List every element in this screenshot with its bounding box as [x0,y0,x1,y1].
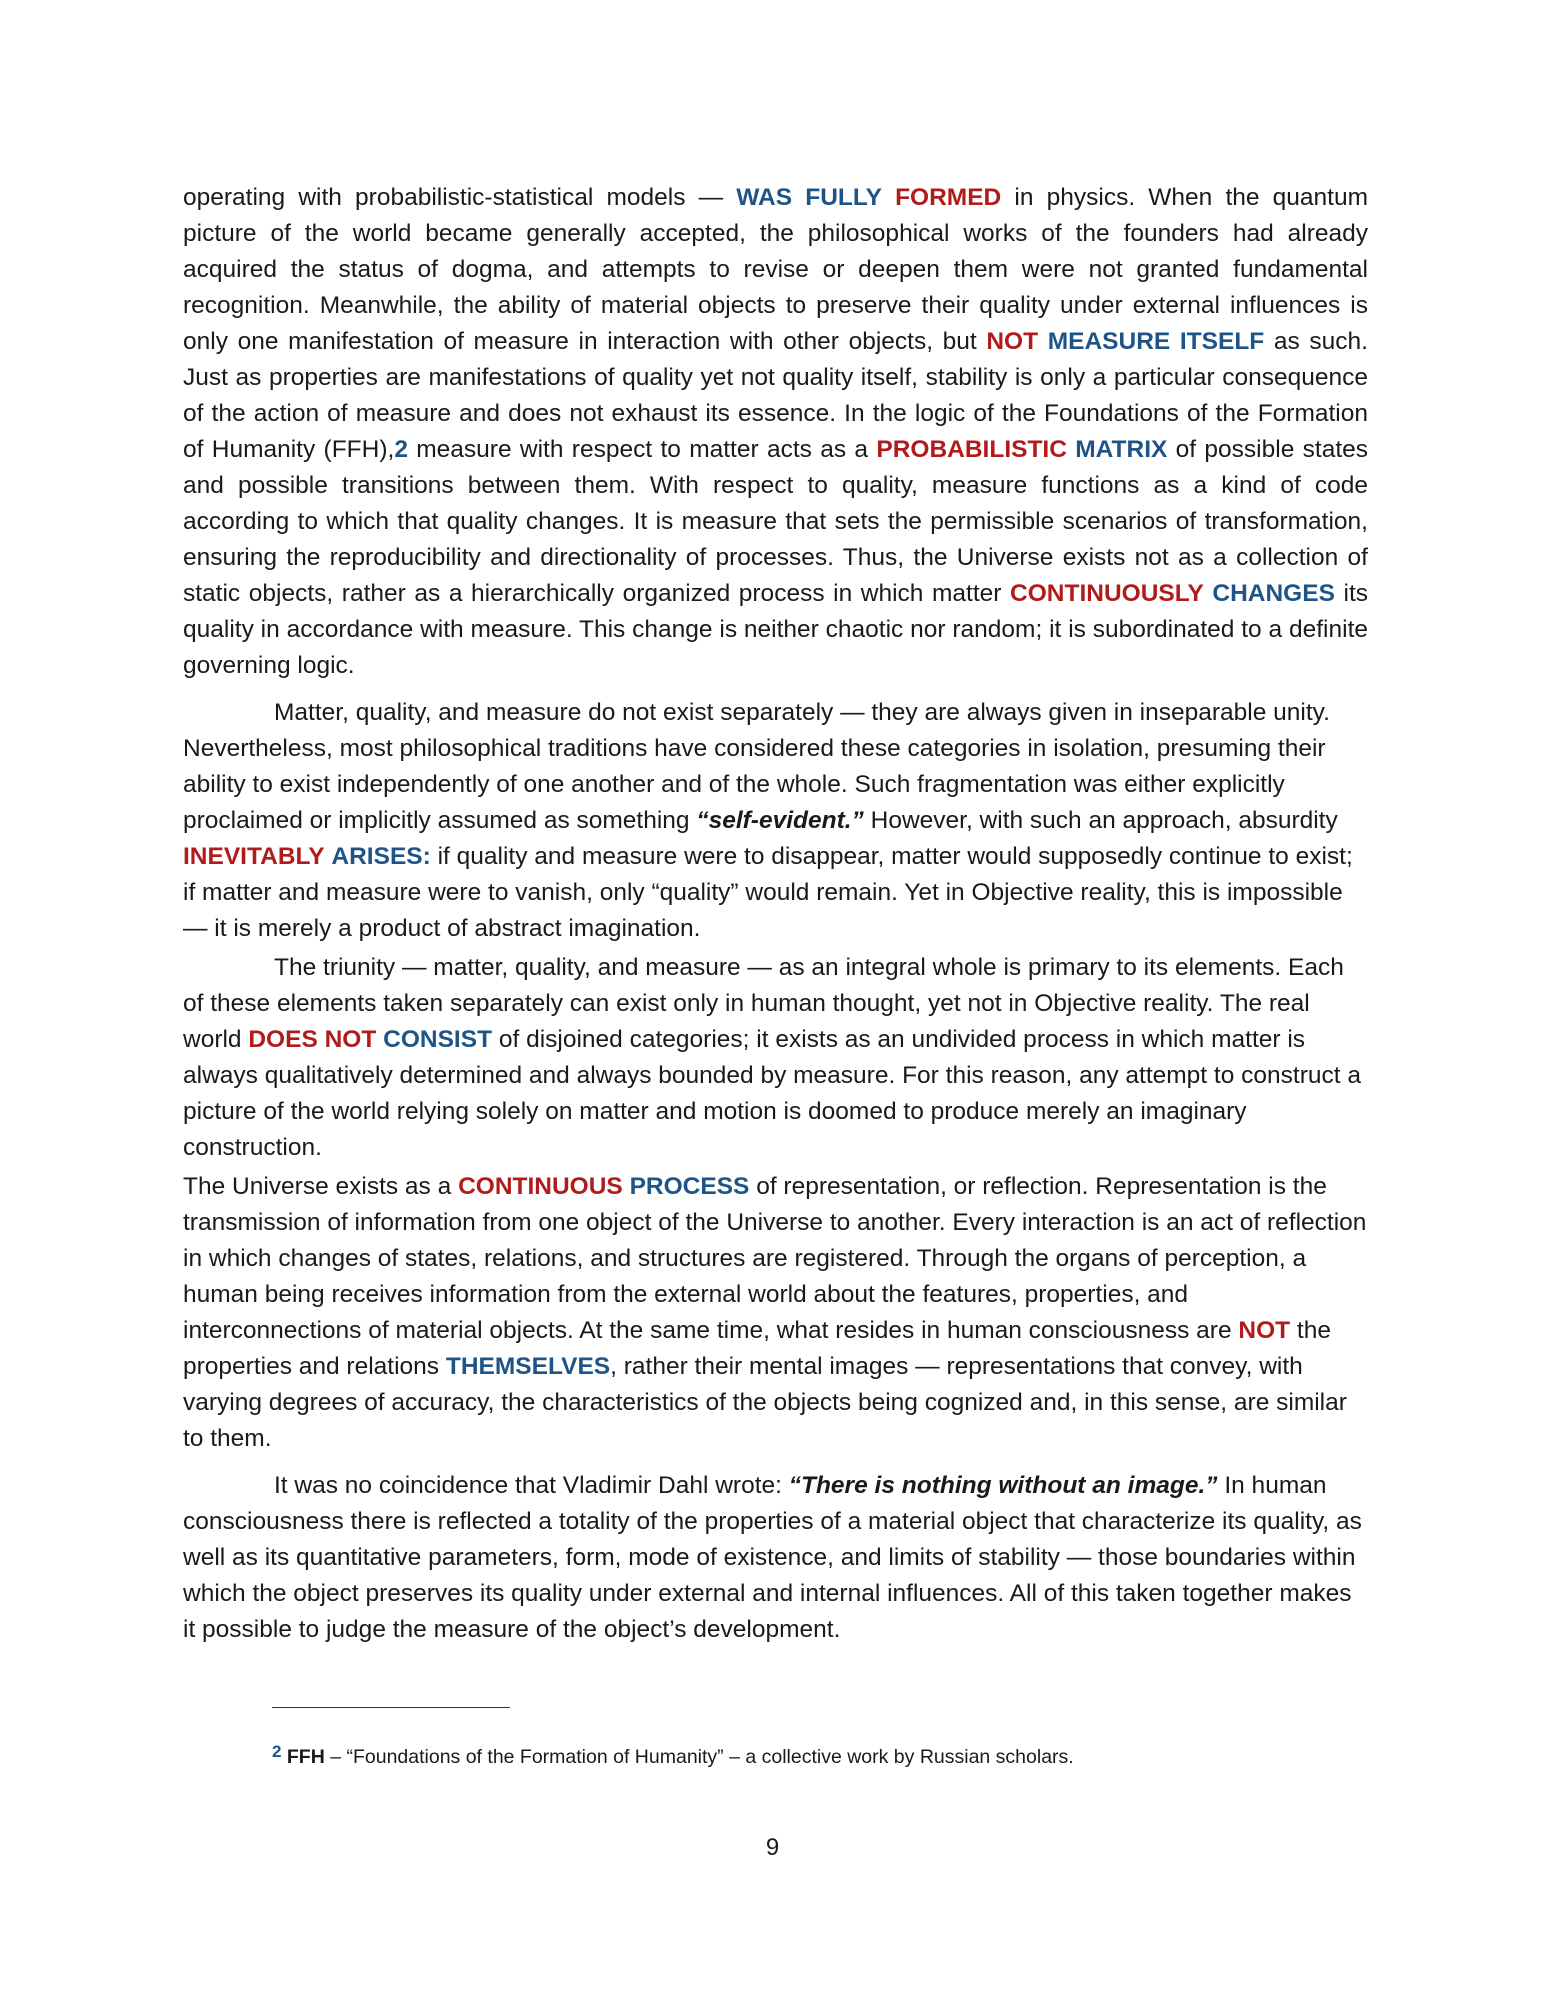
text-run: of possible states and possible transitions between them. With respect to quality, measure functions as a kind of code according to which that quality changes. It is measure that sets the permissible scenarios of transformation, ensuring the reproducibility and directionality of processes. Thus, the Universe exists not as a collection of static objects, rather as a hierarchically organized process in which matter [183,436,1369,607]
text-run: It was no coincidence that Vladimir Dahl wrote: [274,1472,789,1499]
paragraph-4 [183,1169,1368,1457]
text-run: of representation, or reflection. Representation is the transmission of information from one object of the Universe to another. Every interaction is an act of reflection in which changes of states, relations, and structures are registered. Through the organs of perception, a human being receives information from the external world about the features, properties, and interconnections of material objects. At the same time, what resides in human consciousness are [183,1173,1367,1344]
page-number: 9 [765,1834,780,1861]
highlighted-term: CONSIST [383,1026,493,1053]
footnote-term: FFH [286,1746,325,1768]
highlighted-term: PROCESS [629,1173,750,1200]
highlighted-term: CONTINUOUS [458,1173,623,1200]
text-run: the properties and relations [183,1317,1331,1380]
highlighted-term: CHANGES [1212,580,1335,607]
text-run: However, with such an approach, absurdity [863,807,1338,834]
highlighted-term: CONTINUOUSLY [1010,580,1204,607]
text-run: measure with respect to matter acts as a [407,436,877,463]
text-run: if quality and measure were to disappear, matter would supposedly continue to exist; if matter and measure were to vanish, only “quality” would remain. Yet in Objective reality, this is impossible — it is merely a product of abstract imagination. [183,843,1353,942]
highlighted-term: MEASURE ITSELF [1047,328,1265,355]
highlighted-term: MATRIX [1075,436,1168,463]
highlighted-term: ARISES: [331,843,431,870]
body-text [183,180,1368,1648]
text-run: in physics. When the quantum picture of the world became generally accepted, the philosophical works of the founders had already acquired the status of dogma, and attempts to revise or deepen them were not granted fundamental recognition. Meanwhile, the ability of material objects to preserve their quality under external influences is only one manifestation of measure in interaction with other objects, but [183,184,1368,355]
paragraph-3 [183,950,1368,1166]
text-run: , rather their mental images — representations that convey, with varying degrees of accuracy, the characteristics of the objects being cognized and, in this sense, are similar to them. [183,1353,1347,1452]
text-run: Matter, quality, and measure do not exist separately — they are always given in inseparable unity. Nevertheless, most philosophical traditions have considered these categories in isolation, presuming their ability to exist independently of one another and of the whole. Such fragmentation was either explicitly proclaimed or implicitly assumed as something [183,699,1330,834]
highlighted-term: FORMED [895,184,1002,211]
paragraph-2 [183,695,1368,947]
text-run: as such. Just as properties are manifestations of quality yet not quality itself, stability is only a particular consequence of the action of measure and does not exhaust its essence. In the logic of the Foundations of the Formation of Humanity (FFH), [183,328,1368,463]
text-run [1038,328,1048,355]
highlighted-term: PROBABILISTIC [876,436,1067,463]
footnote-marker: 2 [272,1742,282,1761]
highlighted-term: DOES NOT [248,1026,377,1053]
footnote-2 [272,1738,1372,1771]
paragraph-5 [183,1468,1368,1648]
text-run: of disjoined categories; it exists as an undivided process in which matter is always qualitatively determined and always bounded by measure. For this reason, any attempt to construct a picture of the world relying solely on matter and motion is doomed to produce merely an imaginary construction. [183,1026,1361,1161]
quote-emphasis: “There is nothing without an image.” [788,1472,1218,1499]
highlighted-term: 2 [394,436,408,463]
highlighted-term: NOT [986,328,1039,355]
highlighted-term: WAS FULLY [736,184,882,211]
text-run [623,1173,630,1200]
text-run: its quality in accordance with measure. This change is neither chaotic nor random; it is subordinated to a definite governing logic. [183,580,1369,679]
highlighted-term: NOT [1238,1317,1291,1344]
quote-emphasis: “self-evident.” [696,807,864,834]
text-run: The Universe exists as a [183,1173,459,1200]
footnote-text: – “Foundations of the Formation of Humanity” – a collective work by Russian scholars. [324,1746,1074,1768]
text-run: In human consciousness there is reflected a totality of the properties of a material object that characterize its quality, as well as its quantitative parameters, form, mode of existence, and limits of stability — those boundaries within which the object preserves its quality under external and internal influences. All of this taken together makes it possible to judge the measure of the object’s development. [183,1472,1362,1643]
text-run: operating with probabilistic-statistical models — [183,184,737,211]
text-run [882,184,895,211]
paragraph-1 [183,180,1368,684]
footnote-separator [272,1707,510,1708]
text-run: The triunity — matter, quality, and measure — as an integral whole is primary to its elements. Each of these elements taken separately can exist only in human thought, yet not in Objective reality. The real world [183,954,1344,1053]
highlighted-term: INEVITABLY [183,843,325,870]
highlighted-term: THEMSELVES [445,1353,611,1380]
